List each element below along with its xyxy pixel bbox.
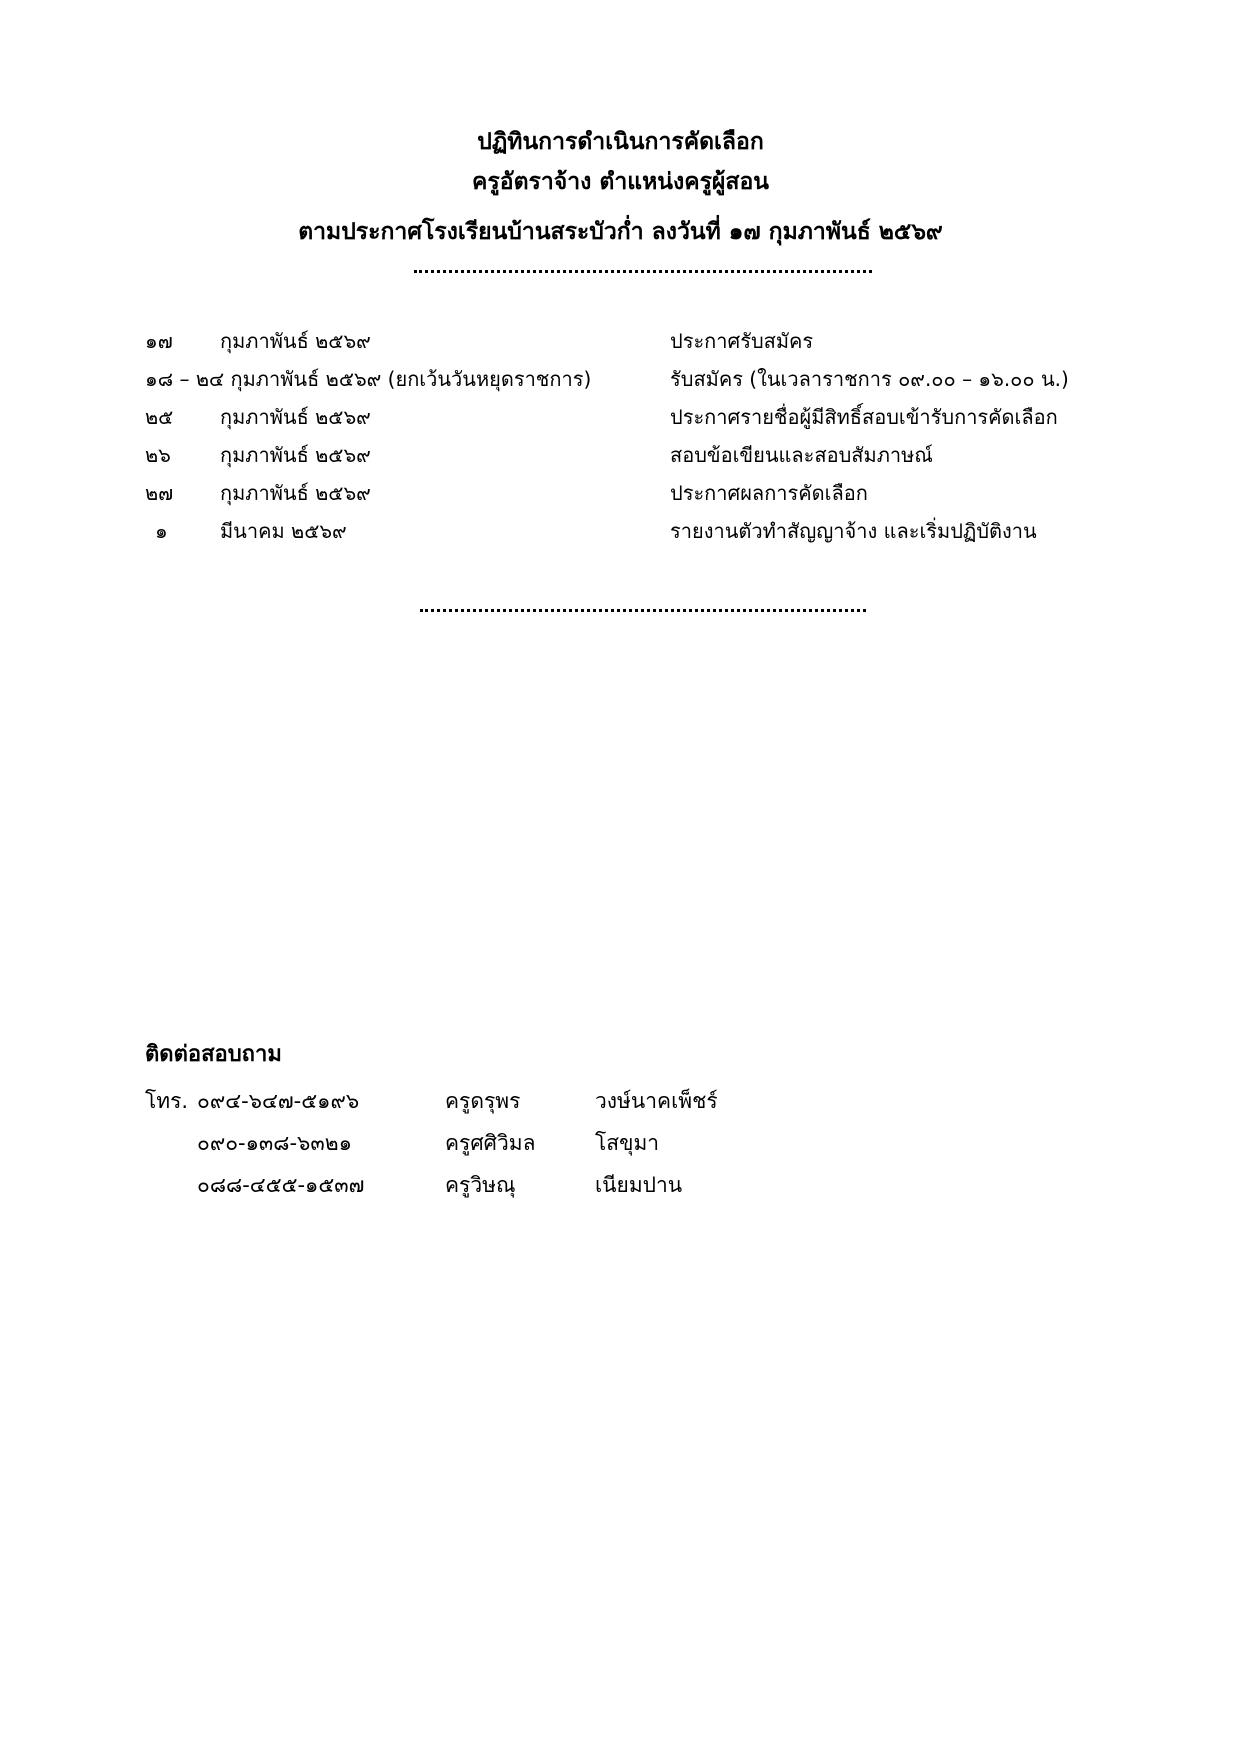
schedule-row bbox=[145, 512, 1145, 550]
schedule-month: กุมภาพันธ์ ๒๕๖๙ bbox=[220, 443, 371, 467]
schedule-row bbox=[145, 398, 1145, 436]
schedule-activity: สอบข้อเขียนและสอบสัมภาษณ์ bbox=[670, 443, 933, 467]
schedule-month: กุมภาพันธ์ ๒๕๖๙ bbox=[220, 405, 371, 429]
contact-last-name: โสขุมา bbox=[595, 1131, 660, 1155]
schedule-month: กุมภาพันธ์ ๒๕๖๙ bbox=[220, 481, 371, 505]
contact-last-name: เนียมปาน bbox=[595, 1173, 683, 1197]
schedule-list bbox=[145, 322, 1145, 550]
schedule-activity: ประกาศผลการคัดเลือก bbox=[670, 481, 868, 505]
schedule-row bbox=[145, 436, 1145, 474]
title-line-2: ครูอัตราจ้าง ตำแหน่งครูผู้สอน bbox=[472, 169, 769, 195]
title-line-1: ปฏิทินการดำเนินการคัดเลือก bbox=[477, 129, 764, 155]
schedule-activity: รับสมัคร (ในเวลาราชการ ๐๙.๐๐ – ๑๖.๐๐ น.) bbox=[670, 367, 1069, 391]
schedule-activity: ประกาศรับสมัคร bbox=[670, 329, 814, 353]
contact-last-name: วงษ์นาคเพ็ชร์ bbox=[595, 1089, 718, 1113]
schedule-row bbox=[145, 322, 1145, 360]
title-line-3: ตามประกาศโรงเรียนบ้านสระบัวก่ำ ลงวันที่ ๑๗ กุมภาพันธ์ ๒๕๖๙ bbox=[298, 219, 943, 245]
contact-section bbox=[145, 1035, 945, 1206]
contact-first-name: ครูศศิวิมล bbox=[445, 1131, 536, 1155]
schedule-date-range: ๑๘ – ๒๔ กุมภาพันธ์ ๒๕๖๙ (ยกเว้นวันหยุดราชการ) bbox=[145, 367, 592, 391]
schedule-day: ๒๕ bbox=[145, 405, 174, 429]
contact-first-name: ครูวิษณุ bbox=[445, 1173, 516, 1197]
contact-row bbox=[145, 1122, 945, 1164]
schedule-activity: รายงานตัวทำสัญญาจ้าง และเริ่มปฏิบัติงาน bbox=[670, 519, 1037, 543]
schedule-day: ๒๖ bbox=[145, 443, 171, 467]
contact-row bbox=[145, 1080, 945, 1122]
divider-bottom bbox=[420, 609, 866, 612]
schedule-day: ๒๗ bbox=[145, 481, 174, 505]
schedule-day: ๑๗ bbox=[145, 329, 173, 353]
divider-top bbox=[414, 270, 872, 273]
contact-row bbox=[145, 1164, 945, 1206]
schedule-day: ๑ bbox=[155, 519, 168, 543]
schedule-row bbox=[145, 474, 1145, 512]
contact-heading: ติดต่อสอบถาม bbox=[145, 1042, 282, 1067]
phone-prefix: โทร. bbox=[145, 1089, 189, 1113]
schedule-activity: ประกาศรายชื่อผู้มีสิทธิ์สอบเข้ารับการคัดเลือก bbox=[670, 405, 1058, 429]
contact-phone: ๐๙๔-๖๔๗-๕๑๙๖ bbox=[197, 1089, 360, 1113]
schedule-month: มีนาคม ๒๕๖๙ bbox=[220, 519, 347, 543]
contact-phone: ๐๘๘-๔๕๕-๑๕๓๗ bbox=[197, 1173, 365, 1197]
contact-phone: ๐๙๐-๑๓๘-๖๓๒๑ bbox=[197, 1131, 352, 1155]
contact-first-name: ครูดรุพร bbox=[445, 1089, 521, 1113]
schedule-row bbox=[145, 360, 1145, 398]
schedule-month: กุมภาพันธ์ ๒๕๖๙ bbox=[220, 329, 371, 353]
